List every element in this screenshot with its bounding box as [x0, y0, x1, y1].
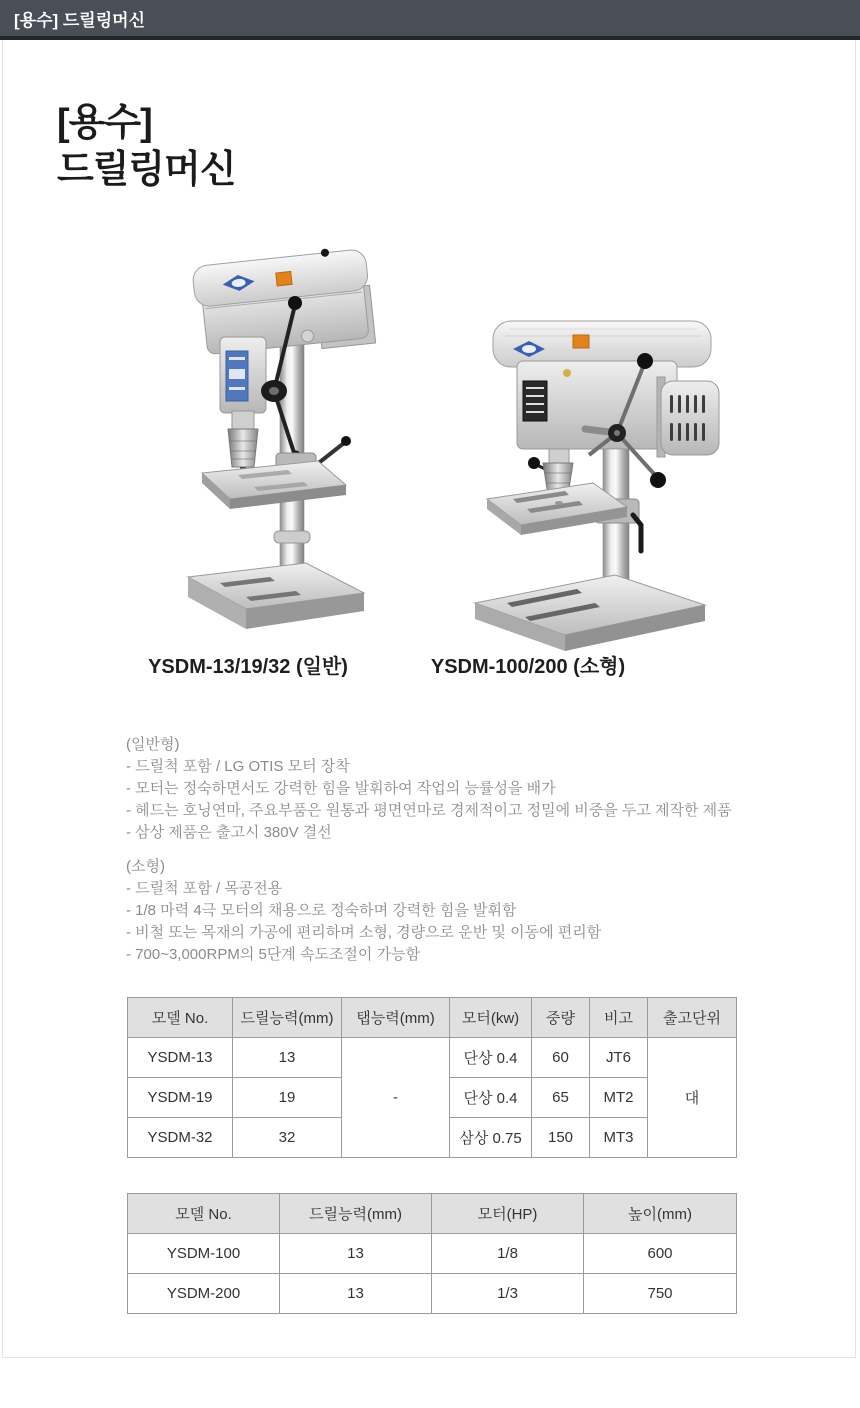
col-header-tap-capacity: 탭능력(mm) [342, 998, 450, 1038]
cell-drill: 19 [233, 1078, 342, 1118]
description-line: - 700~3,000RPM의 5단계 속도조절이 가능함 [126, 946, 421, 963]
description-line: - 드릴척 포함 / LG OTIS 모터 장착 [126, 758, 350, 775]
cell-motor: 1/8 [432, 1234, 584, 1274]
cell-model: YSDM-200 [128, 1274, 280, 1314]
description-line: - 비철 또는 목재의 가공에 편리하며 소형, 경량으로 운반 및 이동에 편리함 [126, 924, 602, 941]
motor [661, 381, 719, 455]
cell-motor: 1/3 [432, 1274, 584, 1314]
spec-table-small [127, 1193, 737, 1314]
col-header-model: 모델 No. [128, 998, 233, 1038]
description-line: - 삼상 제품은 출고시 380V 결선 [126, 824, 332, 841]
description-general [126, 734, 732, 844]
cell-note: MT2 [590, 1078, 648, 1118]
cell-height: 600 [584, 1234, 737, 1274]
cell-drill: 13 [280, 1234, 432, 1274]
cell-note: JT6 [590, 1038, 648, 1078]
cell-height: 750 [584, 1274, 737, 1314]
description-general-heading: (일반형) [126, 736, 180, 753]
description-small-heading: (소형) [126, 858, 165, 875]
orange-label [276, 271, 292, 285]
bench-drill-press-illustration [465, 303, 740, 653]
table-row [128, 1274, 737, 1314]
col-header-ship-unit: 출고단위 [648, 998, 737, 1038]
description-line: - 헤드는 호닝연마, 주요부품은 원통과 평면연마로 경제적이고 정밀에 비중을 두고 제작한 제품 [126, 802, 732, 819]
floor-drill-press-illustration [168, 243, 396, 651]
cell-drill: 13 [233, 1038, 342, 1078]
col-header-motor-hp: 모터(HP) [432, 1194, 584, 1234]
page-title-line2: 드릴링머신 [57, 149, 236, 191]
page-title-line1: [용수] [57, 102, 152, 144]
orange-label [573, 335, 589, 348]
cell-model: YSDM-19 [128, 1078, 233, 1118]
cell-tap-merged: - [342, 1038, 450, 1158]
table-header-row [128, 998, 737, 1038]
cell-ship-unit-merged: 대 [648, 1038, 737, 1158]
col-header-drill-capacity: 드릴능력(mm) [280, 1194, 432, 1234]
description-line: - 드릴척 포함 / 목공전용 [126, 880, 283, 897]
col-header-note: 비고 [590, 998, 648, 1038]
product-image-small [465, 303, 740, 653]
cell-motor: 삼상 0.75 [450, 1118, 532, 1158]
description-line: - 모터는 정숙하면서도 강력한 힘을 발휘하여 작업의 능률성을 배가 [126, 780, 556, 797]
cell-motor: 단상 0.4 [450, 1038, 532, 1078]
cell-weight: 150 [532, 1118, 590, 1158]
table-row [128, 1234, 737, 1274]
cell-model: YSDM-32 [128, 1118, 233, 1158]
cell-drill: 13 [280, 1274, 432, 1314]
col-header-model: 모델 No. [128, 1194, 280, 1234]
col-header-height: 높이(mm) [584, 1194, 737, 1234]
cell-model: YSDM-13 [128, 1038, 233, 1078]
product-image-general [168, 243, 396, 651]
description-small [126, 856, 601, 966]
cell-note: MT3 [590, 1118, 648, 1158]
col-header-drill-capacity: 드릴능력(mm) [233, 998, 342, 1038]
drill-chuck [228, 429, 258, 467]
cell-weight: 60 [532, 1038, 590, 1078]
caption-small-model: YSDM-100/200 (소형) [430, 656, 626, 678]
cell-drill: 32 [233, 1118, 342, 1158]
page-title [57, 100, 236, 194]
header-bar-title: [용수] 드릴링머신 [14, 10, 145, 30]
description-line: - 1/8 마력 4극 모터의 채용으로 정숙하며 강력한 힘을 발휘함 [126, 902, 517, 919]
spec-table-general [127, 997, 737, 1158]
cell-model: YSDM-100 [128, 1234, 280, 1274]
table-row [128, 1038, 737, 1078]
cell-motor: 단상 0.4 [450, 1078, 532, 1118]
cell-weight: 65 [532, 1078, 590, 1118]
col-header-motor: 모터(kw) [450, 998, 532, 1038]
col-header-weight: 중량 [532, 998, 590, 1038]
content-card [2, 40, 856, 1358]
table-header-row [128, 1194, 737, 1234]
page-header-bar [0, 0, 860, 40]
caption-general-model: YSDM-13/19/32 (일반) [148, 656, 348, 678]
